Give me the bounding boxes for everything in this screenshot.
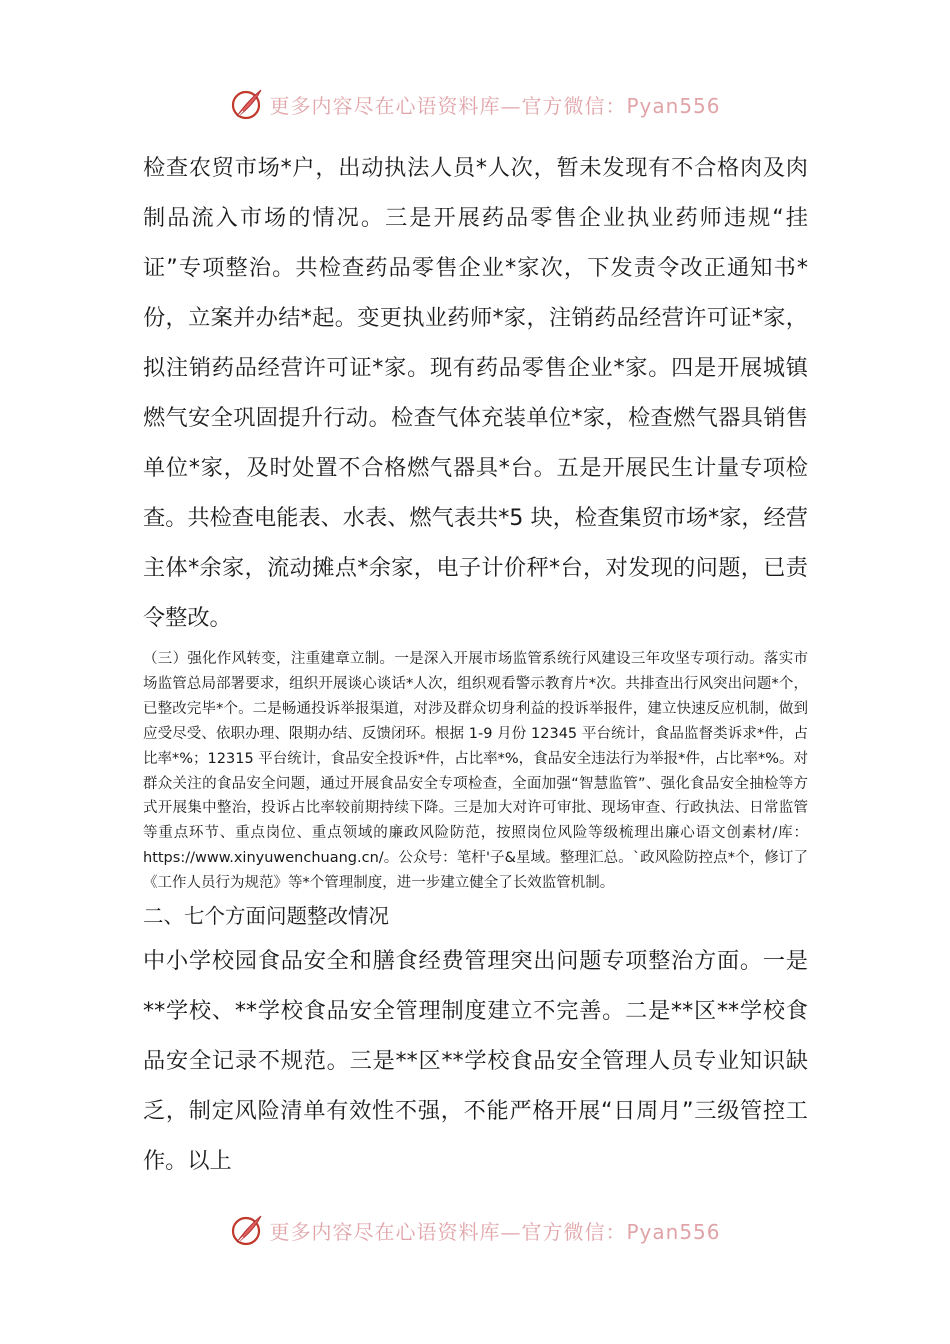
paragraph-1: 检查农贸市场*户，出动执法人员*人次，暂未发现有不合格肉及肉制品流入市场的情况。三是开展药品零售企业执业药师违规“挂证”专项整治。共检查药品零售企业*家次，下发责令改正通知书*份，立案并办结*起。变更执业药师*家，注销药品经营许可证*家，拟注销药品经营许可证*家。现有药品零售企业*家。四是开展城镇燃气安全巩固提升行动。检查气体充装单位*家，检查燃气器具销售单位*家，及时处置不合格燃气器具*台。五是开展民生计量专项检查。共检查电能表、水表、燃气表共*5 块，检查集贸市场*家，经营主体*余家，流动摊点*余家，电子计价秤*台，对发现的问题，已责令整改。 bbox=[143, 155, 808, 631]
paragraph-3: 中小学校园食品安全和膳食经费管理突出问题专项整治方面。一是**学校、**学校食品安全管理制度建立不完善。二是**区**学校食品安全记录不规范。三是**区**学校食品安全管理人员专业知识缺乏，制定风险清单有效性不强，不能严格开展“日周月”三级管控工作。以上 bbox=[143, 948, 808, 1175]
paragraph-2: （三）强化作风转变，注重建章立制。一是深入开展市场监管系统行风建设三年攻坚专项行动。落实市场监管总局部署要求，组织开展谈心谈话*人次，组织观看警示教育片*次。共排查出行风突出问题*个，已整改完毕*个。二是畅通投诉举报渠道，对涉及群众切身利益的投诉举报件，建立快速反应机制，做到应受尽受、依职办理、限期办结、反馈闭环。根据 1-9 月份 12345 平台统计，食品监督类诉求*件，占比率*%；12315 平台统计，食品安全投诉*件，占比率*%，食品安全违法行为举报*件，占比率*%。对群众关注的食品安全问题，通过开展食品安全专项检查，全面加强“智慧监管”、强化食品安全抽检等方式开展集中整治，投诉占比率较前期持续下降。三是加大对许可审批、现场审查、行政执法、日常监管等重点环节、重点岗位、重点领域的廉政风险防范，按照岗位风险等级梳理出廉心语文创素材/库：https://www.xinyuwenchuang.cn/。公众号：笔杆'子&星域。整理汇总。`政风险防控点*个，修订了《工作人员行为规范》等*个管理制度，进一步建立健全了长效监管机制。 bbox=[143, 651, 808, 892]
watermark-banner-top bbox=[0, 84, 950, 124]
watermark-banner-bottom bbox=[0, 1210, 950, 1250]
watermark-handle: Pyan556 bbox=[626, 1219, 721, 1244]
quill-pen-logo-icon bbox=[229, 86, 265, 122]
watermark-text bbox=[269, 90, 720, 119]
watermark-handle: Pyan556 bbox=[626, 93, 721, 118]
watermark-label: 更多内容尽在心语资料库—官方微信： bbox=[269, 93, 627, 118]
quill-pen-logo-icon bbox=[229, 1212, 265, 1248]
document-body bbox=[143, 143, 808, 1186]
watermark-label: 更多内容尽在心语资料库—官方微信： bbox=[269, 1219, 627, 1244]
section-heading: 二、七个方面问题整改情况 bbox=[143, 904, 389, 929]
watermark-text bbox=[269, 1216, 720, 1245]
